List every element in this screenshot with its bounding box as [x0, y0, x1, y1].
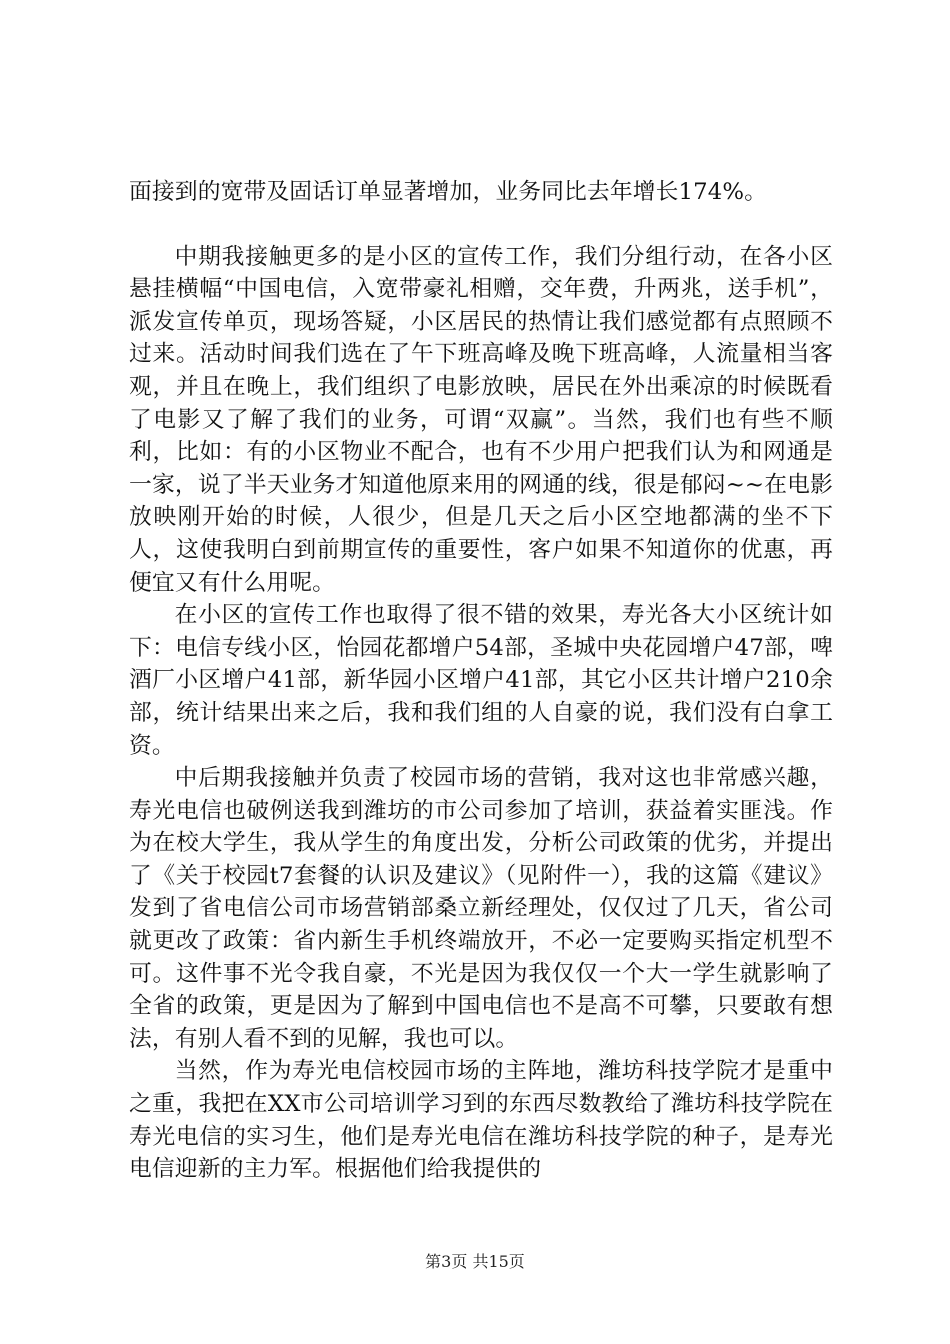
page-number-footer: 第3页 共15页 — [425, 1252, 525, 1271]
paragraph-community-results: 在小区的宣传工作也取得了很不错的效果，寿光各大小区统计如下：电信专线小区，怡园花都增户54部，圣城中央花园增户47部，啤酒厂小区增户41部，新华园小区增户41部，其它小区共计增户210余部，统计结果出来之后，我和我们组的人自豪的说，我们没有白拿工资。 — [129, 602, 833, 759]
paragraph-continuation: 面接到的宽带及固话订单显著增加，业务同比去年增长174%。 — [129, 179, 767, 205]
document-body — [129, 176, 833, 1186]
paragraph-community-promotion: 中期我接触更多的是小区的宣传工作，我们分组行动，在各小区悬挂横幅“中国电信，入宽带豪礼相赠，交年费，升两兆，送手机”，派发宣传单页，现场答疑，小区居民的热情让我们感觉都有点照顾不过来。活动时间我们选在了午下班高峰及晚下班高峰，人流量相当客观，并且在晚上，我们组织了电影放映，居民在外出乘凉的时候既看了电影又了解了我们的业务，可谓“双赢”。当然，我们也有些不顺利，比如：有的小区物业不配合，也有不少用户把我们认为和网通是一家，说了半天业务才知道他原来用的网通的线，很是郁闷~~在电影放映刚开始的时候，人很少，但是几天之后小区空地都满的坐不下人，这使我明白到前期宣传的重要性，客户如果不知道你的优惠，再便宜又有什么用呢。 — [129, 243, 833, 596]
paragraph-weifang-college: 当然，作为寿光电信校园市场的主阵地，潍坊科技学院才是重中之重，我把在XX市公司培训学习到的东西尽数教给了潍坊科技学院在寿光电信的实习生，他们是寿光电信在潍坊科技学院的种子，是寿光电信迎新的主力军。根据他们给我提供的 — [129, 1058, 833, 1183]
paragraph-campus-marketing: 中后期我接触并负责了校园市场的营销，我对这也非常感兴趣，寿光电信也破例送我到潍坊的市公司参加了培训，获益着实匪浅。作为在校大学生，我从学生的角度出发，分析公司政策的优劣，并提出了《关于校园t7套餐的认识及建议》（见附件一），我的这篇《建议》发到了省电信公司市场营销部桑立新经理处，仅仅过了几天，省公司就更改了政策：省内新生手机终端放开，不必一定要购买指定机型不可。这件事不光令我自豪，不光是因为我仅仅一个大一学生就影响了全省的政策，更是因为了解到中国电信也不是高不可攀，只要敢有想法，有别人看不到的见解，我也可以。 — [129, 765, 833, 1052]
paragraph-gap — [129, 209, 833, 241]
